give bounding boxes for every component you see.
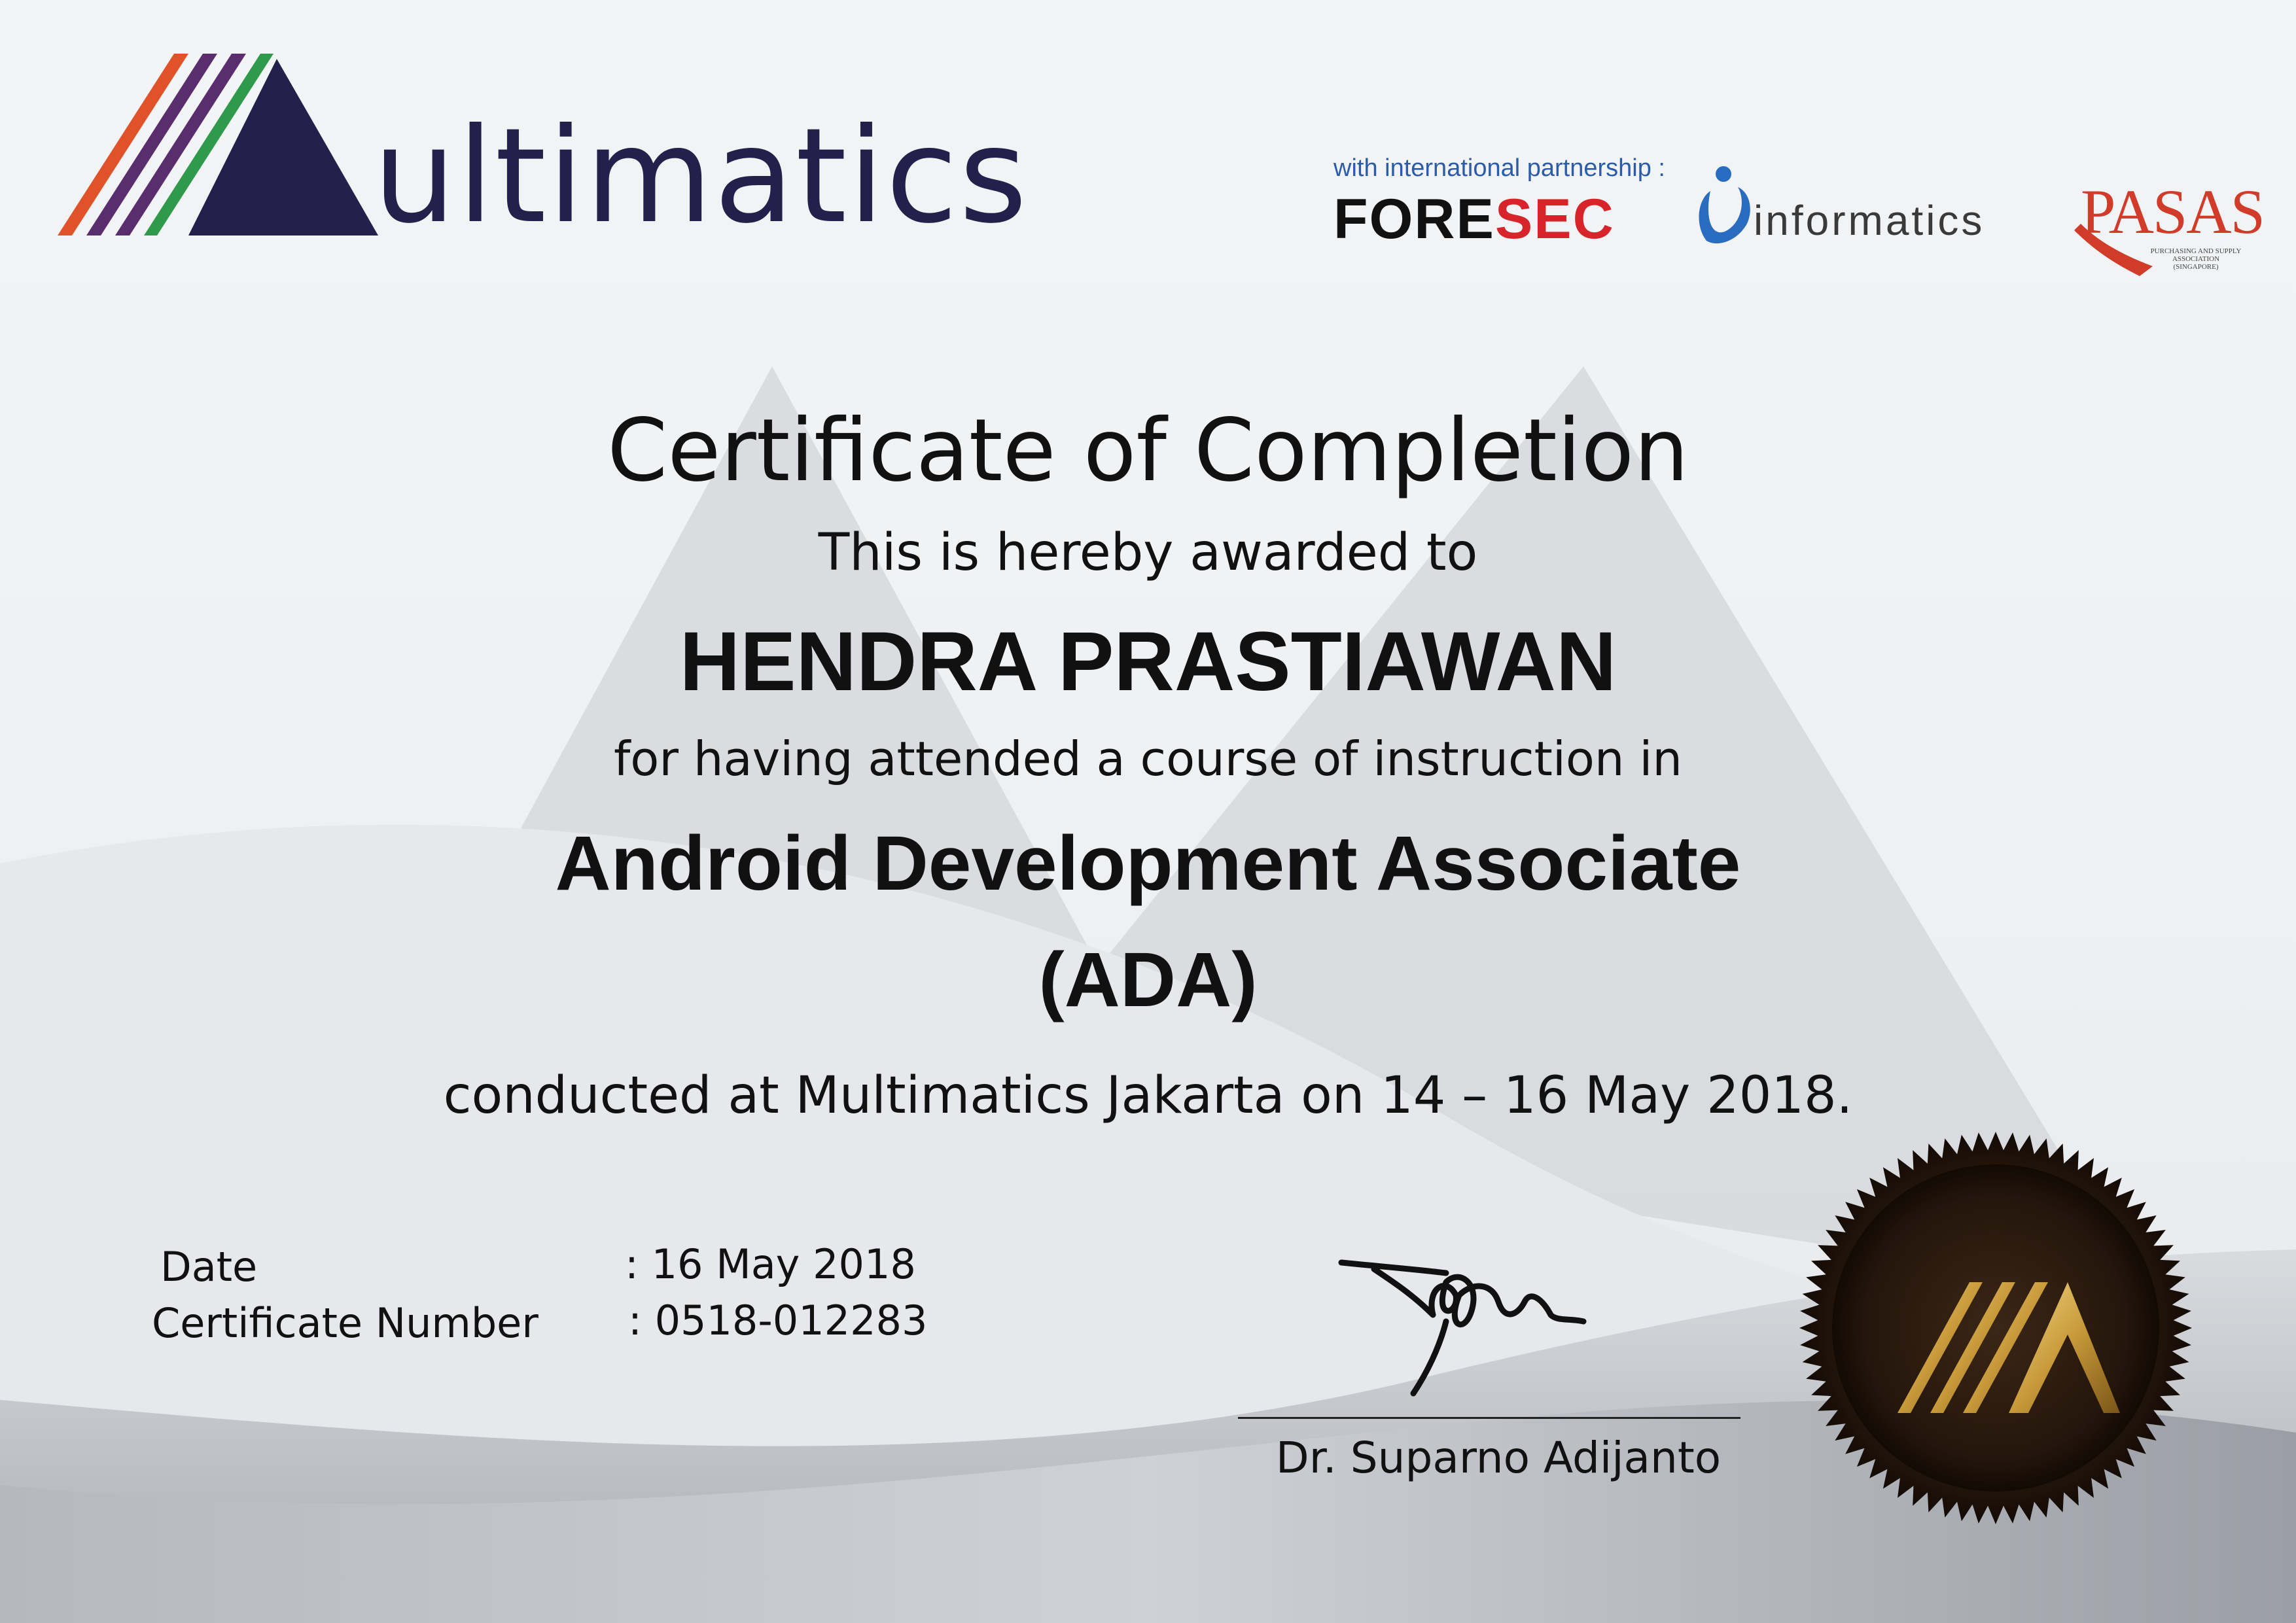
multimatics-logo-text: ultimatics: [373, 100, 1029, 253]
informatics-logo-text: informatics: [1754, 197, 1985, 244]
pasas-subtitle: PURCHASING AND SUPPLY ASSOCIATION (SINGAPORE): [2150, 247, 2242, 271]
handwritten-signature: [1335, 1243, 1623, 1413]
foresec-logo-part2: SEC: [1494, 188, 1615, 251]
signer-name: Dr. Suparno Adijanto: [1275, 1433, 1722, 1483]
attend-line: for having attended a course of instruction in: [613, 731, 1683, 786]
partnership-caption: with international partnership :: [1333, 154, 1665, 182]
award-line: This is hereby awarded to: [818, 523, 1478, 582]
course-abbreviation: (ADA): [1038, 937, 1258, 1023]
recipient-name: HENDRA PRASTIAWAN: [679, 615, 1617, 708]
date-value: : 16 May 2018: [625, 1240, 916, 1288]
pasas-logo-text: PASAS: [2081, 177, 2265, 247]
informatics-logo-icon: [1691, 164, 1756, 249]
course-name: Android Development Associate: [555, 820, 1741, 907]
foresec-logo-part1: FORE: [1333, 188, 1495, 251]
cert-number-value: : 0518-012283: [628, 1297, 928, 1344]
foresec-logo: [1333, 188, 1615, 251]
certificate-title: Certificate of Completion: [607, 400, 1689, 501]
signature-line: [1238, 1417, 1740, 1419]
date-label: Date: [160, 1243, 258, 1291]
multimatics-logo-mark: [58, 51, 385, 241]
conducted-line: conducted at Multimatics Jakarta on 14 – 16 May 2018.: [443, 1066, 1853, 1125]
cert-number-label: Certificate Number: [152, 1299, 539, 1347]
gold-seal-icon: [1793, 1125, 2199, 1531]
